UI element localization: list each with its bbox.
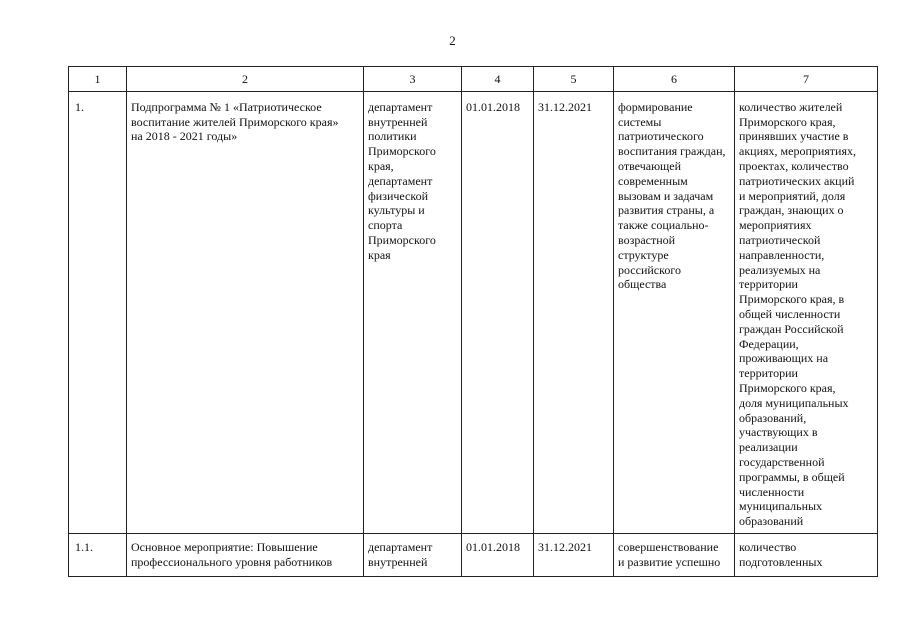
- responsible-executor: департамент внутренней политики Приморского края, департамент физической культуры и спорта Приморского края: [364, 91, 462, 533]
- program-name: Основное мероприятие: Повышение профессионального уровня работников: [127, 533, 364, 576]
- table-row: [69, 533, 878, 576]
- column-header: 2: [127, 67, 364, 92]
- table-row: [69, 91, 878, 533]
- expected-result: формирование системы патриотического воспитания граждан, отвечающей современным вызовам и задачам развития страны, а также социально- возрастной структуре российского общества: [614, 91, 735, 533]
- page-number: 2: [449, 33, 456, 48]
- end-date: 31.12.2021: [534, 533, 614, 576]
- column-header: 4: [462, 67, 534, 92]
- indicators: количество подготовленных: [735, 533, 878, 576]
- column-header: 7: [735, 67, 878, 92]
- column-header: 5: [534, 67, 614, 92]
- row-number: 1.1.: [69, 533, 127, 576]
- column-header: 1: [69, 67, 127, 92]
- start-date: 01.01.2018: [462, 91, 534, 533]
- responsible-executor: департамент внутренней: [364, 533, 462, 576]
- end-date: 31.12.2021: [534, 91, 614, 533]
- program-table: [68, 66, 878, 577]
- row-number: 1.: [69, 91, 127, 533]
- start-date: 01.01.2018: [462, 533, 534, 576]
- indicators: количество жителей Приморского края, принявших участие в акциях, мероприятиях, проектах, количество патриотических акций и мероприятий, доля граждан, знающих о мероприятиях патриотической направленности, реализуемых на территории Приморского края, в общей численности граждан Российской Федерации, проживающих на территории Приморского края, доля муниципальных образований, участвующих в реализации государственной программы, в общей численности муниципальных образований: [735, 91, 878, 533]
- column-header: 6: [614, 67, 735, 92]
- expected-result: совершенствование и развитие успешно: [614, 533, 735, 576]
- program-name: Подпрограмма № 1 «Патриотическое воспитание жителей Приморского края» на 2018 - 2021 годы»: [127, 91, 364, 533]
- table-header-row: [69, 67, 878, 92]
- column-header: 3: [364, 67, 462, 92]
